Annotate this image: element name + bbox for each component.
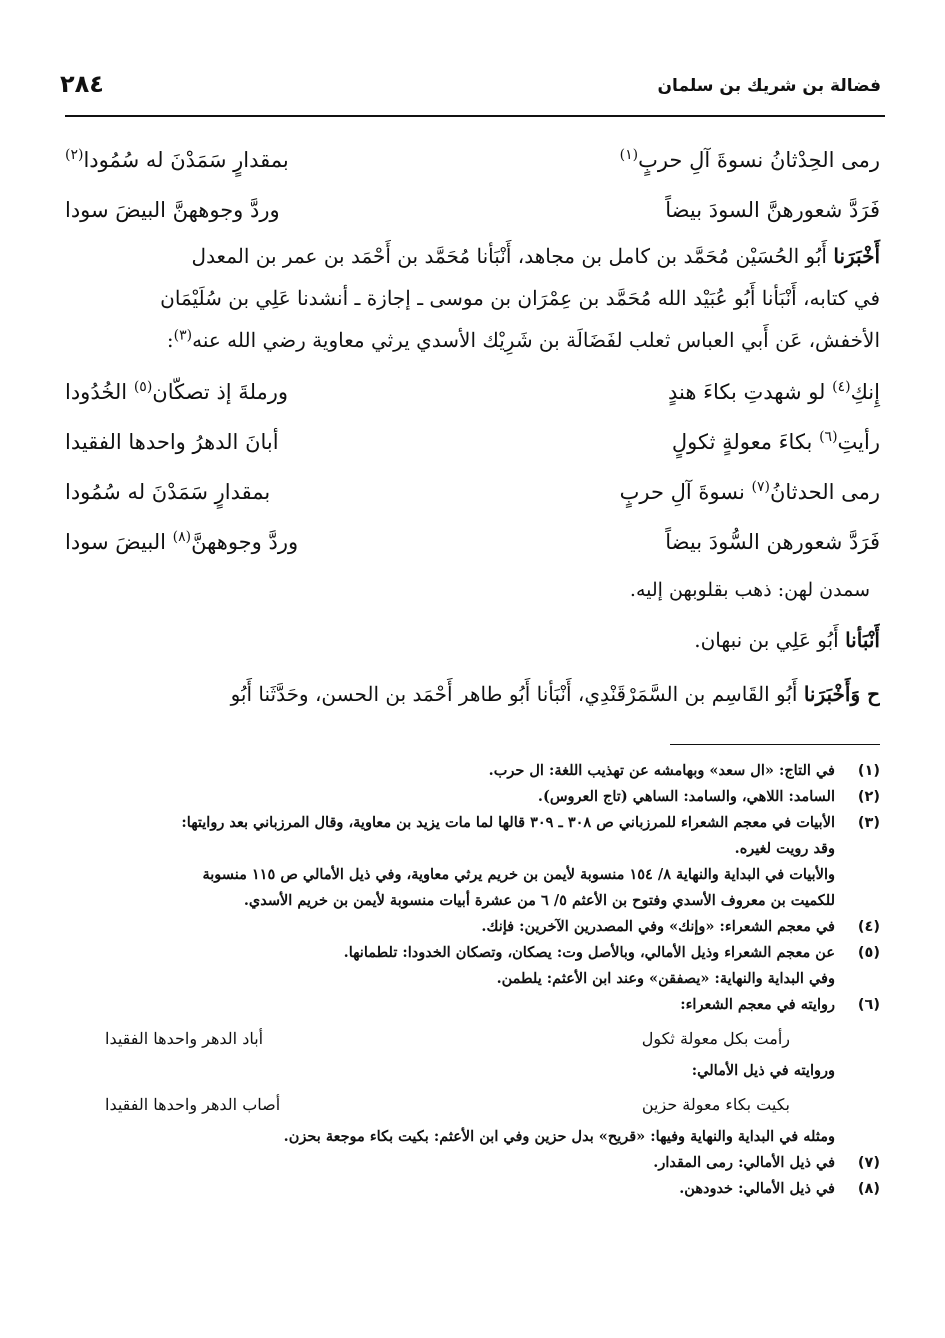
gloss-line: سمدن لهن: ذهب بقلوبهن إليه. [629,579,870,601]
verse-second-hemistich: وردَّ وجوههنَّ البيضَ سودا [65,198,280,222]
verse-first-hemistich: بكيت بكاء معولة حزين [641,1094,790,1114]
footnote-text: وروايته في ذيل الأمالي: [691,1062,835,1079]
footnote-number: (٨) [857,1181,880,1197]
footnote [65,1150,880,1176]
footnote-text: الأبيات في معجم الشعراء للمرزباني ص ٣٠٨ ـ ٣٠٩ قالها لما مات يزيد بن معاوية، وقال المرزباني بعد روايتها: [181,814,835,831]
footnote-text: للكميت بن معروف الأسدي وفتوح بن الأعثم ٥/ ٦ من عشرة أبيات منسوبة لأيمن بن خريم الأسدي. [243,892,835,909]
footnote-number: (٢) [857,789,880,805]
footnote-number: (٥) [857,945,880,961]
verse-line [65,417,880,467]
verse-second-hemistich: وردَّ وجوههنَّ$^{(٨)}$ البيضَ سودا [65,529,299,554]
verse-first-hemistich: فَرَدَّ شعورهنَّ السودَ بيضاً [665,198,880,222]
footnote-text: وقد رويت لغيره. [734,840,835,857]
transmission-keyword: ح وَأَخْبَرَنا [803,682,880,706]
page-number: ٢٨٤ [60,70,104,98]
footnote-divider [670,744,880,745]
verse-line [65,467,880,517]
header-divider [65,115,885,117]
footnote-number: (٣) [857,815,880,831]
verse-line [65,367,880,417]
verse-second-hemistich: بمقدارٍ سَمَدْنَ له سُمُودا$^{(٢)}$ [65,147,289,172]
footnote [65,810,880,862]
verse-second-hemistich: ورملةَ إذ تصكّان$^{(٥)}$ الخُدُودا [65,379,289,404]
verse-second-hemistich: أبانَ الدهرُ واحدها الفقيدا [65,430,279,454]
verse-line [65,135,880,185]
isnad-line: ح وَأَخْبَرَنا أَبُو القَاسِم بن السَّمَرْقَنْدِي، أَنْبَأنا أَبُو طاهر أَحْمَد بن الحسن، وحَدَّثَنا أَبُو [230,682,880,706]
footnote [65,758,880,784]
verse-first-hemistich: رأيتِ$^{(٦)}$ بكاءَ معولةٍ ثكولٍ [671,429,880,454]
footnote-text: في معجم الشعراء: «وإنك» وفي المصدرين الآخرين: فإنك. [481,918,835,935]
footnote-text: في ذيل الأمالي: رمى المقدار. [653,1154,835,1171]
header-title: فضالة بن شريك بن سلمان [657,76,881,96]
transmission-keyword: أَخْبَرَنا [833,244,880,268]
footnote-text: والأبيات في البداية والنهاية ٨/ ١٥٤ منسوبة لأيمن بن خريم يرثي معاوية، وفي ذيل الأمالي ص ١١٥ منسوبة [202,866,835,883]
verse-second-hemistich: أباد الدهر واحدها الفقيدا [105,1028,264,1048]
footnote [65,1176,880,1202]
verse-line [65,517,880,567]
footnote [65,992,880,1018]
footnote-number: (٦) [857,997,880,1013]
footnote-text: عن معجم الشعراء وذيل الأمالي، وبالأصل وت: يصكان، وتصكان الخدودا: تلطمانها. [343,944,835,961]
footnote [65,914,880,940]
footnote-text: ومثله في البداية والنهاية وفيها: «قريح» بدل حزين وفي ابن الأعثم: بكيت بكاء موجعة بحزن. [283,1128,835,1145]
footnote-number: (٧) [857,1155,880,1171]
prose-line: في كتابه، أَنْبَأنا أَبُو عُبَيْد الله مُحَمَّد بن عِمْرَان بن موسى ـ إجازة ـ أنشدنا عَلِي بن سُلَيْمَان [160,286,880,310]
footnote-verse [65,1018,880,1058]
isnad-line: أَنْبَأنا أَبُو عَلِي بن نبهان. [694,628,880,652]
verse-first-hemistich: فَرَدَّ شعورهن السُّودَ بيضاً [665,530,880,554]
verse-second-hemistich: أصاب الدهر واحدها الفقيدا [105,1094,281,1114]
verse-line [65,185,880,235]
footnote-number [835,862,880,914]
footnotes [65,758,880,1202]
verse-first-hemistich: رمى الحدثانُ$^{(٧)}$ نسوةَ آلِ حربٍ [619,479,880,504]
prose-line: أَخْبَرَنا أَبُو الحُسَيْن مُحَمَّد بن كامل بن مجاهد، أَنْبَأنا مُحَمَّد بن أَحْمَد بن عمر بن المعدل [191,244,880,268]
footnote-number: (٤) [857,919,880,935]
footnote [65,862,880,914]
verse-first-hemistich: إِنكِ$^{(٤)}$ لو شهدتِ بكاءَ هندٍ [667,379,880,404]
footnote-number: (١) [857,763,880,779]
footnote-text: وفي البداية والنهاية: «يصفقن» وعند ابن الأعثم: يلطمن. [496,970,835,987]
footnote-text: روايته في معجم الشعراء: [680,996,835,1013]
verse-second-hemistich: بمقدارٍ سَمَدْنَ له سُمُودا [65,480,271,504]
prose-line: الأخفش، عَن أَبي العباس ثعلب لفَضَالَة بن شَرِيْك الأسدي يرثي معاوية رضي الله عنه$^{(٣)}$: [166,327,880,352]
verse-first-hemistich: رمى الحِدْثانُ نسوةَ آلِ حربٍ$^{(١)}$ [619,147,880,172]
transmission-keyword: أَنْبَأنا [845,628,880,652]
footnote-text: السامد: اللاهي، والسامد: الساهي (تاج العروس). [537,788,835,805]
main-text [65,135,880,721]
prose-paragraph [65,235,880,361]
verse-first-hemistich: رأمت بكل معولة ثكول [641,1028,790,1048]
running-header [60,70,885,110]
footnote-text: في التاج: «ال سعد» وبهامشه عن تهذيب اللغة: ال حرب. [488,762,835,779]
footnote-text: في ذيل الأمالي: خدودهن. [679,1180,835,1197]
footnote [65,784,880,810]
footnote-verse [65,1084,880,1124]
footnote [65,940,880,992]
